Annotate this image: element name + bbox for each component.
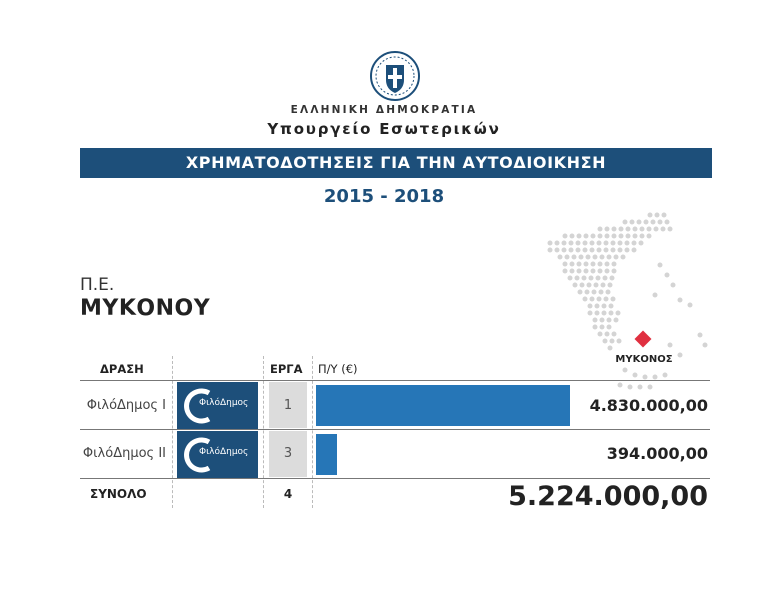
total-label: ΣΥΝΟΛΟ bbox=[90, 487, 147, 501]
filodimos-logo bbox=[177, 382, 258, 429]
map-dot bbox=[632, 248, 637, 253]
map-dot bbox=[665, 273, 670, 278]
column-divider bbox=[312, 356, 313, 508]
map-dot bbox=[591, 234, 596, 239]
map-dot bbox=[584, 262, 589, 267]
map-dot bbox=[618, 383, 623, 388]
map-dot bbox=[582, 276, 587, 281]
map-dot bbox=[611, 297, 616, 302]
map-dot bbox=[570, 269, 575, 274]
map-dot bbox=[633, 234, 638, 239]
map-dot bbox=[605, 227, 610, 232]
map-dot bbox=[598, 332, 603, 337]
map-dot bbox=[555, 248, 560, 253]
map-dot bbox=[643, 375, 648, 380]
bar bbox=[316, 434, 337, 475]
map-dot bbox=[600, 255, 605, 260]
map-dot bbox=[633, 227, 638, 232]
map-dot bbox=[668, 227, 673, 232]
map-dot bbox=[596, 276, 601, 281]
map-dot bbox=[647, 227, 652, 232]
map-dot bbox=[569, 241, 574, 246]
map-dot bbox=[618, 241, 623, 246]
map-dot bbox=[612, 227, 617, 232]
map-dot bbox=[592, 290, 597, 295]
map-dot bbox=[590, 241, 595, 246]
map-dot bbox=[569, 248, 574, 253]
map-dot bbox=[611, 241, 616, 246]
map-dot bbox=[630, 220, 635, 225]
map-dot bbox=[599, 290, 604, 295]
row-label: ΦιλόΔημος ΙΙ bbox=[82, 446, 166, 461]
map-dot bbox=[616, 311, 621, 316]
map-dot bbox=[698, 333, 703, 338]
map-dot bbox=[565, 255, 570, 260]
map-dot bbox=[584, 269, 589, 274]
map-dot bbox=[604, 241, 609, 246]
map-dot bbox=[611, 248, 616, 253]
map-dot bbox=[573, 283, 578, 288]
region-type-label: Π.Ε. bbox=[80, 275, 115, 295]
map-dot bbox=[584, 234, 589, 239]
map-dot bbox=[640, 234, 645, 239]
map-dot bbox=[570, 262, 575, 267]
map-dot bbox=[608, 346, 613, 351]
map-dot bbox=[644, 220, 649, 225]
map-dot bbox=[603, 339, 608, 344]
map-dot bbox=[612, 269, 617, 274]
map-dot bbox=[585, 290, 590, 295]
map-dot bbox=[587, 283, 592, 288]
map-dot bbox=[603, 276, 608, 281]
map-marker-label: ΜΥΚΟΝΟΣ bbox=[615, 354, 673, 365]
map-dot bbox=[563, 269, 568, 274]
map-dot bbox=[563, 234, 568, 239]
map-dot bbox=[563, 262, 568, 267]
map-dot bbox=[602, 311, 607, 316]
map-dot bbox=[623, 368, 628, 373]
map-dot bbox=[639, 241, 644, 246]
map-dot bbox=[580, 283, 585, 288]
map-dot bbox=[577, 269, 582, 274]
column-header-action: ΔΡΑΣΗ bbox=[100, 362, 144, 376]
greece-dot-map bbox=[530, 205, 730, 405]
ministry-name: Υπουργείο Εσωτερικών bbox=[267, 120, 501, 138]
map-dot bbox=[609, 304, 614, 309]
map-dot bbox=[605, 269, 610, 274]
column-divider bbox=[172, 356, 173, 508]
map-dot bbox=[598, 262, 603, 267]
map-dot bbox=[583, 241, 588, 246]
map-dot bbox=[617, 339, 622, 344]
map-dot bbox=[653, 375, 658, 380]
map-dot bbox=[661, 227, 666, 232]
map-dot bbox=[607, 255, 612, 260]
map-dot bbox=[607, 318, 612, 323]
map-dot bbox=[572, 255, 577, 260]
map-dot bbox=[662, 213, 667, 218]
map-dot bbox=[583, 248, 588, 253]
map-dot bbox=[562, 248, 567, 253]
map-dot bbox=[590, 248, 595, 253]
map-dot bbox=[648, 213, 653, 218]
map-dot bbox=[605, 234, 610, 239]
map-dot bbox=[625, 248, 630, 253]
map-dot bbox=[610, 339, 615, 344]
ministry-country: ΕΛΛΗΝΙΚΗ ΔΗΜΟΚΡΑΤΙΑ bbox=[290, 104, 478, 116]
map-dot bbox=[632, 241, 637, 246]
map-dot bbox=[668, 343, 673, 348]
map-dot bbox=[608, 283, 613, 288]
map-dot bbox=[590, 297, 595, 302]
map-dot bbox=[597, 297, 602, 302]
map-dot bbox=[598, 269, 603, 274]
map-dot bbox=[678, 353, 683, 358]
map-dot bbox=[612, 332, 617, 337]
map-dot bbox=[658, 263, 663, 268]
map-dot bbox=[688, 303, 693, 308]
map-dot bbox=[618, 248, 623, 253]
map-dot bbox=[588, 304, 593, 309]
map-dot bbox=[602, 304, 607, 309]
map-dot bbox=[548, 241, 553, 246]
map-dot bbox=[614, 255, 619, 260]
map-dot bbox=[612, 262, 617, 267]
map-dot bbox=[598, 227, 603, 232]
map-dot bbox=[597, 248, 602, 253]
map-dot bbox=[607, 325, 612, 330]
map-dot bbox=[548, 248, 553, 253]
map-dot bbox=[577, 262, 582, 267]
map-dot bbox=[619, 234, 624, 239]
row-divider bbox=[80, 380, 710, 381]
map-dot bbox=[604, 297, 609, 302]
map-dot bbox=[589, 276, 594, 281]
map-dot bbox=[654, 227, 659, 232]
map-dot bbox=[651, 220, 656, 225]
map-dot bbox=[604, 248, 609, 253]
map-dot bbox=[637, 220, 642, 225]
map-dot bbox=[626, 227, 631, 232]
amount-label: 4.830.000,00 bbox=[589, 396, 708, 415]
map-dot bbox=[621, 255, 626, 260]
map-dot bbox=[614, 318, 619, 323]
map-dot bbox=[609, 311, 614, 316]
total-amount: 5.224.000,00 bbox=[508, 481, 708, 512]
map-dot bbox=[623, 220, 628, 225]
map-marker-icon bbox=[635, 331, 652, 348]
map-dot bbox=[595, 311, 600, 316]
map-dot bbox=[570, 234, 575, 239]
map-dot bbox=[555, 241, 560, 246]
map-dot bbox=[663, 373, 668, 378]
column-header-projects: ΕΡΓΑ bbox=[270, 362, 303, 376]
map-dot bbox=[648, 385, 653, 390]
map-dot bbox=[577, 234, 582, 239]
project-count: 1 bbox=[283, 398, 293, 413]
map-dot bbox=[640, 227, 645, 232]
map-dot bbox=[625, 241, 630, 246]
map-dot bbox=[606, 290, 611, 295]
map-dot bbox=[598, 234, 603, 239]
greek-emblem-icon bbox=[369, 50, 421, 102]
map-dot bbox=[593, 325, 598, 330]
map-dot bbox=[583, 297, 588, 302]
map-dot bbox=[703, 343, 708, 348]
row-label: ΦιλόΔημος Ι bbox=[86, 398, 166, 413]
map-dot bbox=[595, 304, 600, 309]
map-dot bbox=[665, 220, 670, 225]
map-dot bbox=[678, 298, 683, 303]
row-divider bbox=[80, 429, 710, 430]
map-dot bbox=[653, 293, 658, 298]
column-header-budget: Π/Υ (€) bbox=[318, 362, 358, 376]
amount-label: 394.000,00 bbox=[606, 444, 708, 463]
period-years: 2015 - 2018 bbox=[323, 186, 445, 207]
map-dot bbox=[671, 283, 676, 288]
map-dot bbox=[655, 213, 660, 218]
map-dot bbox=[601, 283, 606, 288]
total-project-count: 4 bbox=[283, 487, 293, 501]
map-dot bbox=[593, 255, 598, 260]
row-divider bbox=[80, 478, 710, 479]
banner-title: ΧΡΗΜΑΤΟΔΟΤΗΣΕΙΣ ΓΙΑ ΤΗΝ ΑΥΤΟΔΙΟΙΚΗΣΗ bbox=[80, 148, 712, 178]
map-dot bbox=[605, 262, 610, 267]
map-dot bbox=[628, 385, 633, 390]
map-dot bbox=[562, 241, 567, 246]
map-dot bbox=[600, 318, 605, 323]
map-dot bbox=[579, 255, 584, 260]
map-dot bbox=[600, 325, 605, 330]
map-dot bbox=[558, 255, 563, 260]
map-dot bbox=[591, 269, 596, 274]
bar bbox=[316, 385, 570, 426]
map-dot bbox=[593, 318, 598, 323]
filodimos-logo bbox=[177, 431, 258, 478]
map-dot bbox=[605, 332, 610, 337]
map-dot bbox=[597, 241, 602, 246]
map-dot bbox=[647, 234, 652, 239]
map-dot bbox=[619, 227, 624, 232]
map-dot bbox=[612, 234, 617, 239]
map-dot bbox=[610, 276, 615, 281]
map-dot bbox=[578, 290, 583, 295]
region-name: ΜΥΚΟΝΟΥ bbox=[80, 296, 211, 321]
logo-text: ΦιλόΔημος bbox=[199, 447, 249, 457]
map-dot bbox=[586, 255, 591, 260]
column-divider bbox=[263, 356, 264, 508]
map-dot bbox=[591, 262, 596, 267]
map-dot bbox=[576, 241, 581, 246]
map-dot bbox=[658, 220, 663, 225]
map-dot bbox=[633, 373, 638, 378]
logo-text: ΦιλόΔημος bbox=[199, 398, 249, 408]
map-dot bbox=[588, 311, 593, 316]
map-dot bbox=[626, 234, 631, 239]
map-dot bbox=[568, 276, 573, 281]
project-count: 3 bbox=[283, 446, 293, 461]
map-dot bbox=[576, 248, 581, 253]
map-dot bbox=[638, 385, 643, 390]
map-dot bbox=[594, 283, 599, 288]
map-dot bbox=[575, 276, 580, 281]
